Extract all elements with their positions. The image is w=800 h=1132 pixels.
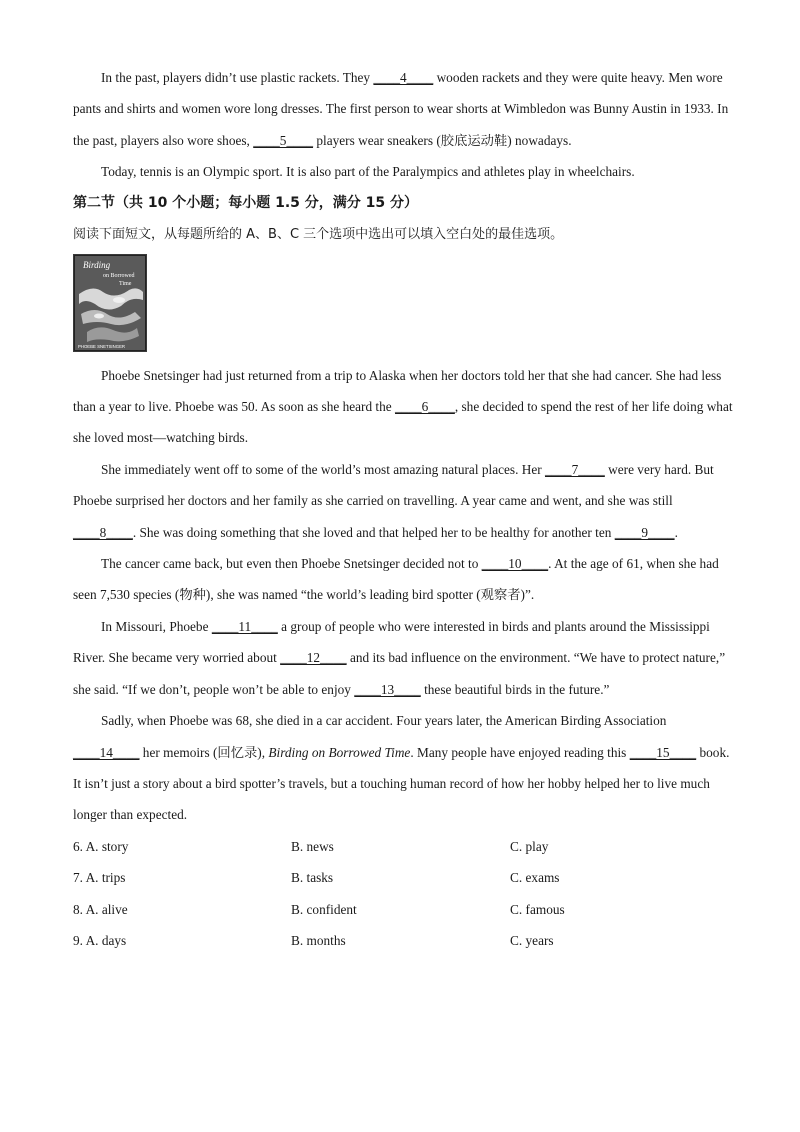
text: wooden rackets and they were quite heavy. Men wore pants and shirts and women wore long dresses. The first person to wear shorts at Wimbledon was Bunny Austin in 1933. In the past, players also wore shoes, xyxy=(73,70,729,148)
blank-12: ____12____ xyxy=(280,650,347,666)
text: . At the age of 61, when she had seen 7,530 species (物种), she was named “the world’s leading bird spotter (观察者)”. xyxy=(73,556,719,603)
text: In Missouri, Phoebe xyxy=(101,618,212,634)
blank-15: ____15____ xyxy=(629,744,697,760)
option-c: C. exams xyxy=(510,870,560,886)
passage-paragraph-5 xyxy=(73,705,733,831)
text: . She was doing something that she loved and that helped her to be healthy for another ten xyxy=(132,524,615,540)
option-row-9 xyxy=(73,925,733,956)
passage-paragraph-4 xyxy=(73,611,733,705)
option-c: C. years xyxy=(510,932,554,948)
book-cover-title-3: Time xyxy=(119,280,132,287)
text: book. It isn’t just a story about a bird spotter’s travels, but a touching human record of how her hobby helped her to live much longer than expected. xyxy=(73,744,730,823)
blank-8: ____8____ xyxy=(73,524,133,540)
text: were very hard. But Phoebe surprised her doctors and her family as she carried on travelling. A year came and went, and she was still xyxy=(73,461,714,509)
blank-14: ____14____ xyxy=(73,744,140,760)
paragraph-olympic: Today, tennis is an Olympic sport. It is also part of the Paralympics and athletes play in wheelchairs. xyxy=(101,164,635,180)
text: her memoirs (回忆录), xyxy=(139,744,269,760)
book-title: Birding on Borrowed Time xyxy=(268,744,411,760)
option-b: B. news xyxy=(291,838,334,854)
option-c: C. famous xyxy=(510,901,565,917)
text: Phoebe Snetsinger had just returned from a trip to Alaska when her doctors told her that she had cancer. She had less than a year to live. Phoebe was 50. As soon as she heard the xyxy=(73,367,722,415)
passage-paragraph-2 xyxy=(73,454,733,548)
text: players wear sneakers (胶底运动鞋) nowadays. xyxy=(313,132,572,148)
blank-13: ____13____ xyxy=(354,681,421,697)
option-a: 7. A. trips xyxy=(73,870,126,886)
book-cover-title-1: Birding xyxy=(83,259,111,270)
section-instruction: 阅读下面短文，从每题所给的 A、B、C 三个选项中选出可以填入空白处的最佳选项。 xyxy=(73,226,564,242)
option-c: C. play xyxy=(510,838,549,854)
blank-10: ____10____ xyxy=(481,556,549,572)
blank-5: ____5____ xyxy=(253,132,314,148)
book-cover-title-2: on Borrowed xyxy=(103,272,135,279)
answer-options xyxy=(73,831,733,957)
blank-11: ____11____ xyxy=(211,618,278,634)
option-a: 8. A. alive xyxy=(73,901,128,917)
option-a: 9. A. days xyxy=(73,932,127,948)
book-cover-image xyxy=(73,254,147,352)
text: and its bad influence on the environment. “We have to protect nature,” she said. “If we don’t, people won’t be able to enjoy xyxy=(73,650,726,697)
option-b: B. months xyxy=(291,932,346,948)
exam-page xyxy=(73,62,733,956)
blank-9: ____9____ xyxy=(614,524,675,540)
text: a group of people who were interested in birds and plants around the Mississippi River. She became very worried about xyxy=(73,618,710,666)
option-b: B. tasks xyxy=(291,870,334,886)
text: Sadly, when Phoebe was 68, she died in a car accident. Four years later, the American Birding Association xyxy=(101,713,667,729)
text: The cancer came back, but even then Phoebe Snetsinger decided not to xyxy=(101,556,482,572)
option-b: B. confident xyxy=(291,901,357,917)
option-a: 6. A. story xyxy=(73,838,129,854)
blank-6: ____6____ xyxy=(395,399,455,415)
book-cover-author: PHOEBE SNETSINGER xyxy=(78,343,126,349)
passage-paragraph-1 xyxy=(73,360,733,454)
paragraph-rackets xyxy=(73,62,733,156)
text: these beautiful birds in the future.” xyxy=(420,681,610,697)
text: , she decided to spend the rest of her life doing what she loved most—watching birds. xyxy=(73,399,733,446)
passage-paragraph-3 xyxy=(73,548,733,611)
text: In the past, players didn’t use plastic rackets. They xyxy=(101,70,374,85)
option-row-7 xyxy=(73,862,733,893)
blank-4: ____4____ xyxy=(373,70,434,85)
text: . xyxy=(674,524,678,540)
option-row-8 xyxy=(73,894,733,925)
section-title: 第二节（共 10 个小题；每小题 1.5 分，满分 15 分） xyxy=(73,194,419,211)
text: . Many people have enjoyed reading this xyxy=(410,744,630,760)
text: She immediately went off to some of the world’s most amazing natural places. Her xyxy=(101,461,545,477)
option-row-6 xyxy=(73,831,733,862)
blank-7: ____7____ xyxy=(544,461,605,477)
